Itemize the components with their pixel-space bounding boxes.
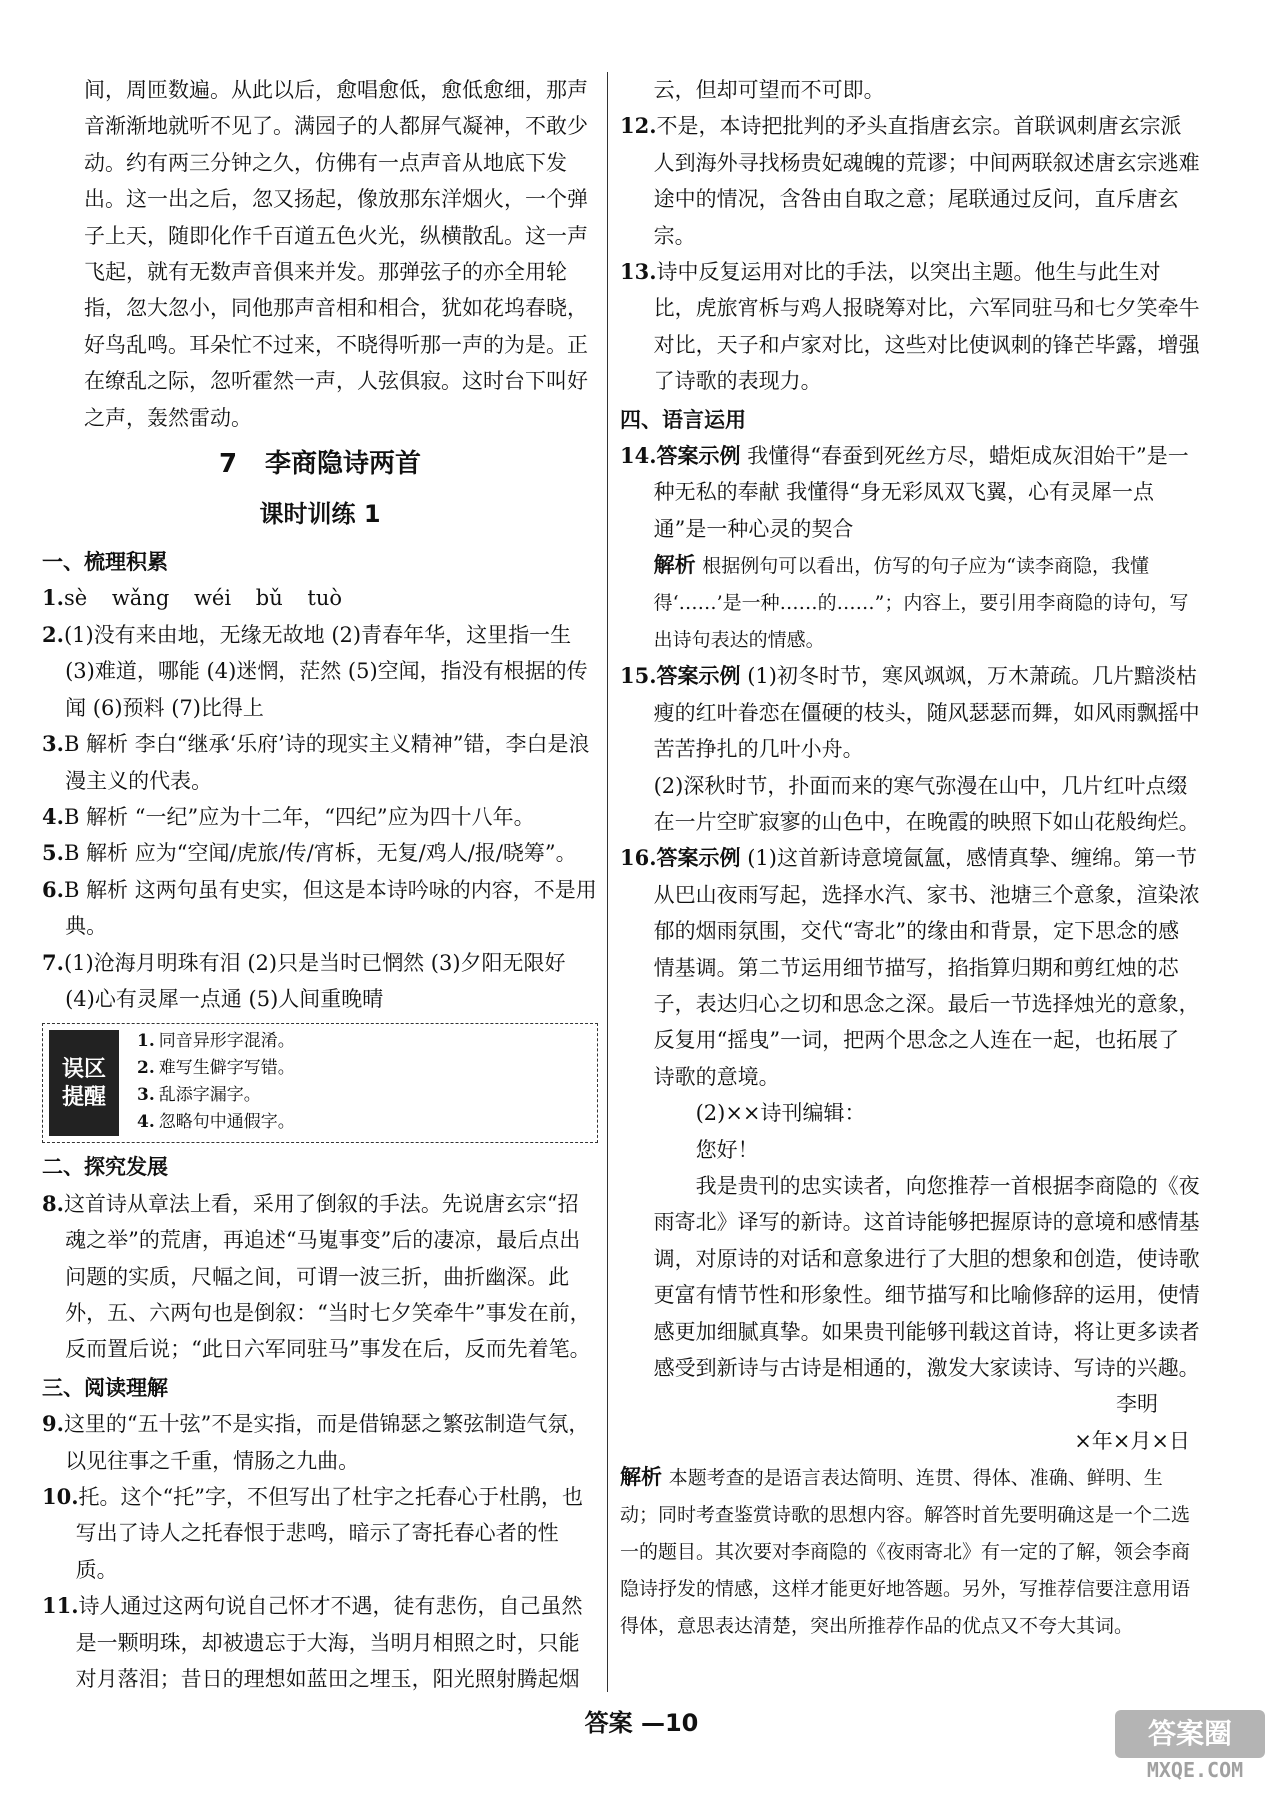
answer-text: 我懂得“春蚕到死丝方尽，蜡炬成灰泪始干”是一种无私的奉献 我懂得“身无彩凤双飞翼，心有灵犀一点通”是一种心灵的契合 — [653, 444, 1189, 541]
list-item — [137, 1028, 295, 1055]
letter-greeting: 您好！ — [695, 1137, 759, 1162]
label-line: 误区 — [61, 1056, 106, 1083]
answer-text: B 解析 应为“空闻/虎旅/传/宵柝，无复/鸡人/报/晓筹”。 — [63, 841, 577, 866]
answer-4 — [42, 799, 598, 835]
page-footer: 答案 —10 — [584, 1709, 699, 1737]
answer-text: (1)这首新诗意境氤氲，感情真挚、缠绵。第一节从巴山夜雨写起，选择水汽、家书、池塘三个意象，渲染浓郁的烟雨氛围，交代“寄北”的缘由和背景，定下思念的感情基调。第二节运用细节描写，掐指算归期和剪红烛的芯子，表达归心之切和思念之深。最后一节选择烛光的意象，反复用“摇曳”一词，把两个思念之人连在一起，也拓展了诗歌的意境。 — [653, 846, 1200, 1089]
chapter-name: 李商隐诗两首 — [265, 449, 422, 480]
letter-salutation: (2)××诗刊编辑： — [695, 1101, 866, 1126]
answer-13 — [620, 254, 1200, 400]
right-column — [620, 72, 1200, 1644]
answer-number: 12. — [620, 113, 657, 139]
item-number: 1. — [137, 1031, 155, 1052]
answer-example-label: 答案示例 — [656, 663, 741, 689]
answer-text: 诗人通过这两句说自己怀才不遇，徒有悲伤，自己虽然是一颗明珠，却被遗忘于大海，当明月相照之时，只能对月落泪；昔日的理想如蓝田之埋玉，阳光照射腾起烟 — [75, 1594, 583, 1692]
mistake-reminder-box — [42, 1023, 598, 1143]
answer-text: 诗中反复运用对比的手法，以突出主题。他生与此生对比，虎旅宵柝与鸡人报晓筹对比，六军同驻马和七夕笑牵牛对比，天子和卢家对比，这些对比使讽刺的锋芒毕露，增强了诗歌的表现力。 — [653, 260, 1200, 394]
explanation-label: 解析 — [653, 552, 696, 578]
lesson-subtitle: 课时训练 1 — [259, 500, 381, 529]
mistake-reminder-list — [119, 1024, 295, 1142]
answer-15-part-2: (2)深秋时节，扑面而来的寒气弥漫在山中，几片红叶点缀在一片空旷寂寥的山色中，在晚霞的映照下如山花般绚烂。 — [653, 773, 1200, 834]
answer-number: 3. — [42, 731, 64, 757]
answer-number: 10. — [42, 1484, 79, 1509]
answer-10 — [42, 1479, 598, 1588]
answer-9 — [42, 1406, 598, 1479]
list-item — [137, 1082, 295, 1109]
answer-text: 这首诗从章法上看，采用了倒叙的手法。先说唐玄宗“招魂之举”的荒唐，再追述“马嵬事变”后的凄凉，最后点出问题的实质，尺幅之间，可谓一波三折，曲折幽深。此外，五、六两句也是倒叙：“当时七夕笑牵牛”事发在前，反而置后说；“此日六军同驻马”事发在后，反而先着笔。 — [63, 1191, 591, 1362]
column-divider — [607, 72, 608, 1692]
answer-example-label: 答案示例 — [656, 443, 741, 469]
item-text: 乱添字漏字。 — [158, 1085, 261, 1106]
section-heading-3: 三、阅读理解 — [42, 1374, 168, 1400]
explanation-text: 本题考查的是语言表达简明、连贯、得体、准确、鲜明、生动；同时考查鉴赏诗歌的思想内容。解答时首先要明确这是一个二选一的题目。其次要对李商隐的《夜雨寄北》有一定的了解，领会李商隐诗抒发的情感，这样才能更好地答题。另外，写推荐信要注意用语得体，意思表达清楚，突出所推荐作品的优点又不夸大其词。 — [620, 1467, 1191, 1638]
watermark-url: MXQE.COM — [1146, 1758, 1244, 1782]
answer-number: 16. — [620, 845, 657, 871]
answer-16-explanation — [620, 1459, 1200, 1644]
answer-number: 1. — [42, 585, 64, 611]
letter-signature: 李明 — [1116, 1392, 1158, 1417]
section-heading-2: 二、探究发展 — [42, 1154, 168, 1180]
answer-2 — [42, 617, 598, 726]
answer-text: B 解析 这两句虽有史实，但这是本诗吟咏的内容，不是用典。 — [63, 877, 597, 939]
watermark-logo — [1115, 1710, 1275, 1794]
letter-body: 我是贵刊的忠实读者，向您推荐一首根据李商隐的《夜雨寄北》译写的新诗。这首诗能够把握原诗的意境和感情基调，对原诗的对话和意象进行了大胆的想象和创造，使诗歌更富有情节性和形象性。细节描写和比喻修辞的运用，使情感更加细腻真挚。如果贵刊能够刊载这首诗，将让更多读者感受到新诗与古诗是相通的，激发大家读诗、写诗的兴趣。 — [653, 1173, 1200, 1380]
answer-text: B 解析 “一纪”应为十二年，“四纪”应为四十八年。 — [63, 804, 535, 829]
item-text: 同音异形字混淆。 — [158, 1031, 295, 1052]
answer-text: sè wǎng wéi bǔ tuò — [63, 586, 342, 611]
item-text: 难写生僻字写错。 — [158, 1058, 295, 1079]
answer-14 — [620, 438, 1200, 547]
section-heading-1: 一、梳理积累 — [42, 549, 168, 575]
item-number: 2. — [137, 1058, 155, 1079]
answer-text: (1)沧海月明珠有泪 (2)只是当时已惘然 (3)夕阳无限好 (4)心有灵犀一点通 (5)人间重晚晴 — [63, 950, 566, 1011]
answer-number: 5. — [42, 840, 64, 866]
watermark-text: 答案圈 — [1115, 1710, 1265, 1758]
continued-text: 云，但却可望而不可即。 — [653, 78, 885, 102]
answer-8 — [42, 1186, 598, 1368]
answer-5 — [42, 835, 598, 871]
answer-1 — [42, 580, 598, 616]
explanation-label: 解析 — [620, 1464, 662, 1490]
chapter-number: 7 — [218, 449, 238, 480]
answer-number: 8. — [42, 1190, 64, 1216]
answer-number: 11. — [42, 1593, 79, 1619]
answer-number: 13. — [620, 259, 657, 285]
answer-text: 这里的“五十弦”不是实指，而是借锦瑟之繁弦制造气氛，以见往事之千重，情肠之九曲。 — [63, 1412, 590, 1473]
answer-6 — [42, 872, 598, 945]
answer-text: B 解析 李白“继承‘乐府’诗的现实主义精神”错，李白是浪漫主义的代表。 — [63, 732, 590, 793]
mistake-reminder-label — [49, 1030, 119, 1136]
answer-number: 6. — [42, 876, 64, 902]
answer-7 — [42, 945, 598, 1018]
answer-number: 14. — [620, 443, 657, 469]
item-text: 忽略句中通假字。 — [158, 1112, 295, 1133]
answer-16 — [620, 840, 1200, 1095]
intro-paragraph: 间，周匝数遍。从此以后，愈唱愈低，愈低愈细，那声音渐渐地就听不见了。满园子的人都屏气凝神，不敢少动。约有两三分钟之久，仿佛有一点声音从地底下发出。这一出之后，忽又扬起，像放那东洋烟火，一个弹子上天，随即化作千百道五色火光，纵横散乱。这一声飞起，就有无数声音俱来并发。那弹弦子的亦全用轮指，忽大忽小，同他那声音相和相合，犹如花坞春晓，好鸟乱鸣。耳朵忙不过来，不晓得听那一声的为是。正在缭乱之际，忽听霍然一声，人弦俱寂。这时台下叫好之声，轰然雷动。 — [84, 78, 588, 430]
answer-text: (1)初冬时节，寒风飒飒，万木萧疏。几片黯淡枯瘦的红叶眷恋在僵硬的枝头，随风瑟瑟而舞，如风雨飘摇中苦苦挣扎的几叶小舟。 — [653, 664, 1200, 762]
answer-15 — [620, 658, 1200, 767]
label-line: 提醒 — [61, 1084, 106, 1111]
answer-number: 15. — [620, 663, 657, 689]
chapter-title — [42, 444, 598, 484]
answer-11 — [42, 1588, 598, 1697]
answer-number: 7. — [42, 949, 64, 975]
explanation-text: 根据例句可以看出，仿写的句子应为“读李商隐，我懂得‘……’是一种……的……”；内容上，要引用李商隐的诗句，写出诗句表达的情感。 — [653, 555, 1189, 652]
answer-12 — [620, 108, 1200, 254]
section-heading-4: 四、语言运用 — [620, 406, 746, 432]
answer-number: 9. — [42, 1411, 64, 1437]
list-item — [137, 1055, 295, 1082]
answer-text: 不是，本诗把批判的矛头直指唐玄宗。首联讽刺唐玄宗派人到海外寻找杨贵妃魂魄的荒谬；中间两联叙述唐玄宗逃难途中的情况，含咎由自取之意；尾联通过反问，直斥唐玄宗。 — [653, 114, 1200, 248]
answer-text: 托。这个“托”字，不但写出了杜宇之托春心于杜鹃，也写出了诗人之托春恨于悲鸣，暗示了寄托春心者的性质。 — [75, 1485, 584, 1582]
item-number: 4. — [137, 1112, 155, 1133]
item-number: 3. — [137, 1085, 155, 1106]
left-column — [42, 72, 598, 1697]
answer-3 — [42, 726, 598, 799]
answer-14-explanation — [620, 547, 1200, 658]
letter-date: ×年×月×日 — [1074, 1428, 1190, 1453]
answer-number: 4. — [42, 803, 64, 829]
answer-example-label: 答案示例 — [656, 845, 741, 871]
answer-text: (1)没有来由地，无缘无故地 (2)青春年华，这里指一生 (3)难道，哪能 (4)迷惘，茫然 (5)空闻，指没有根据的传闻 (6)预料 (7)比得上 — [63, 622, 588, 720]
list-item — [137, 1109, 295, 1136]
answer-number: 2. — [42, 621, 64, 647]
